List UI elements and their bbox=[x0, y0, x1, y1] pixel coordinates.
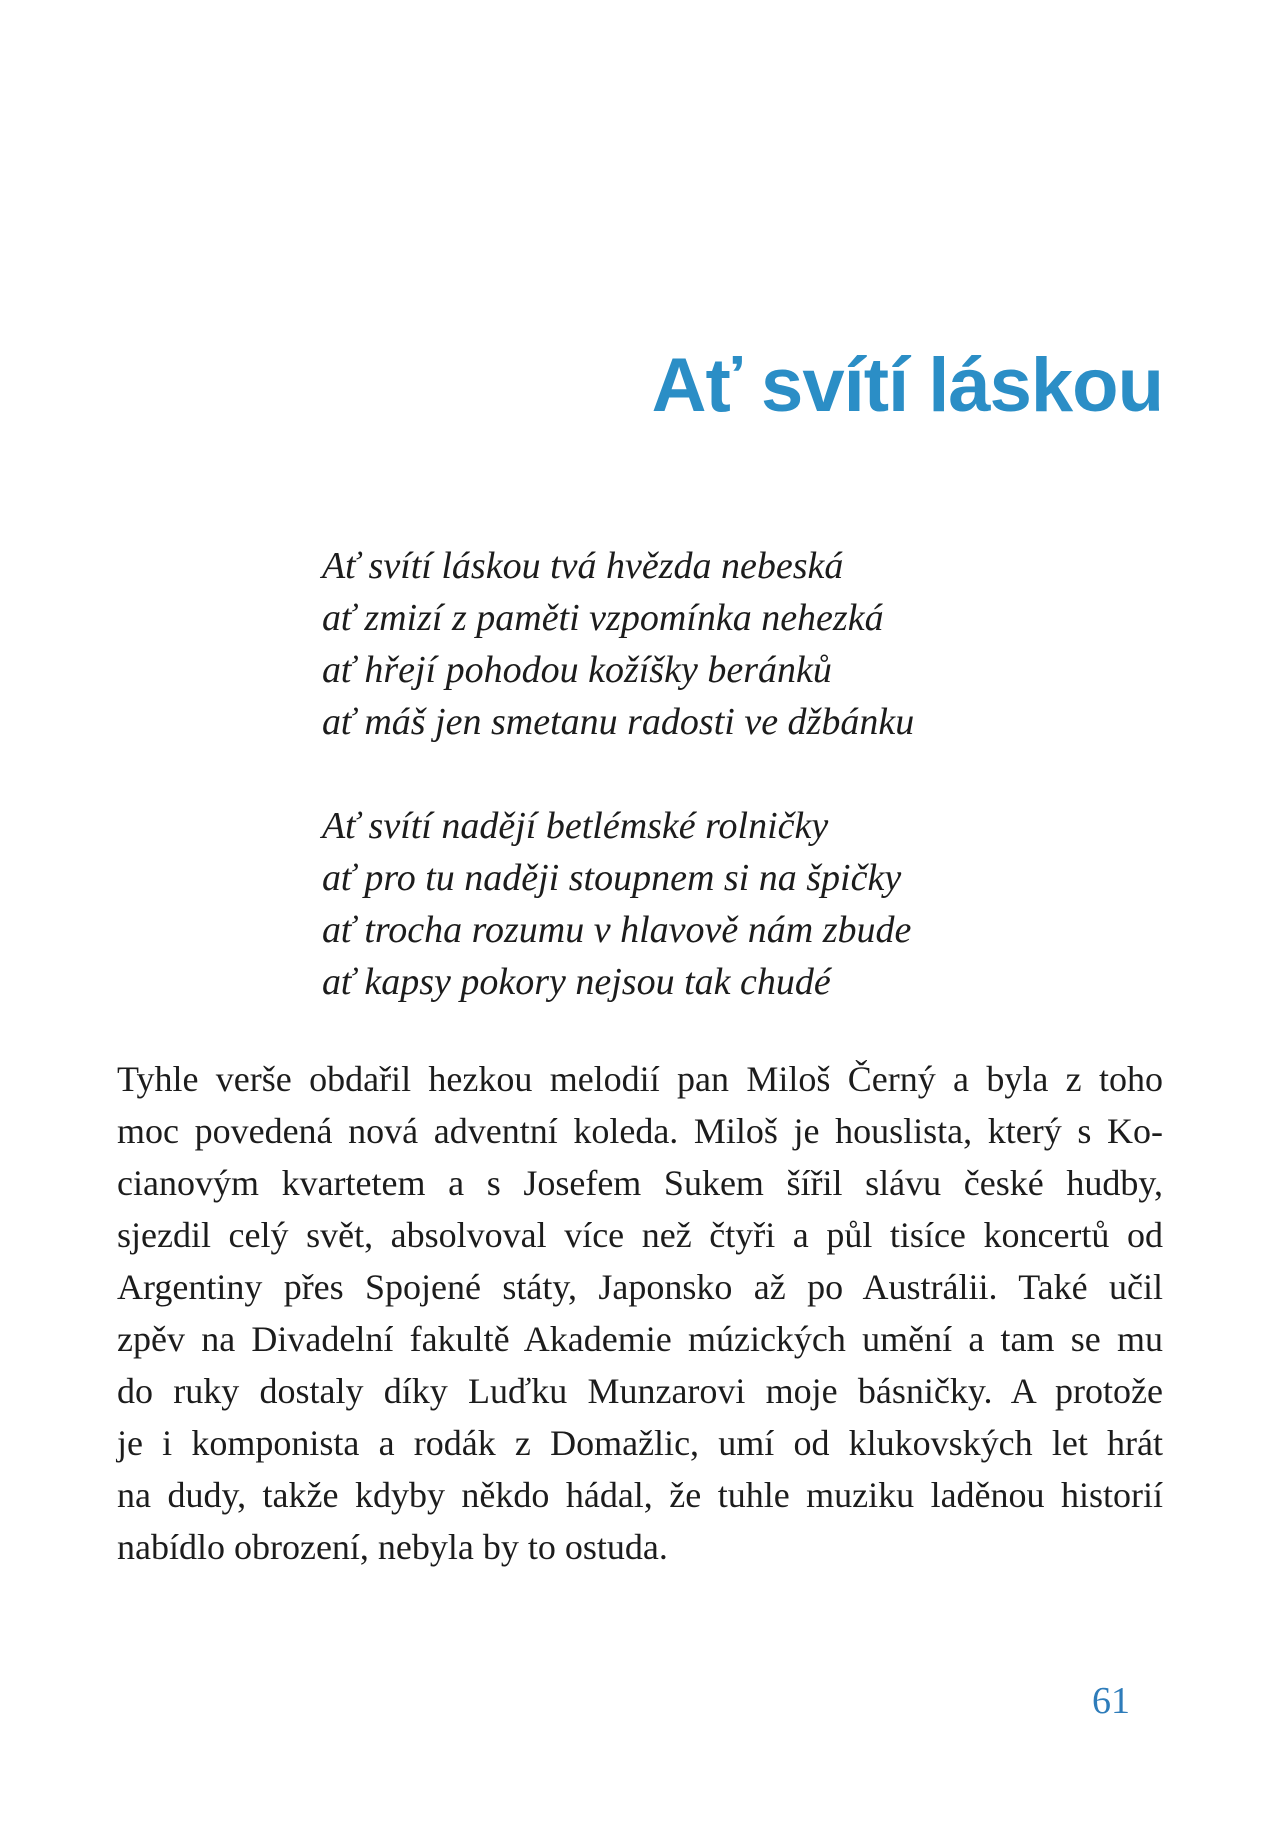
poem-line: Ať svítí nadějí betlémské rolničky bbox=[322, 805, 829, 847]
prose-paragraph bbox=[117, 1053, 1163, 1573]
prose-line: Argentiny přes Spojené státy, Japonsko až po Austrálii. Také učil bbox=[117, 1267, 1163, 1307]
poem-line: ať hřejí pohodou kožíšky beránků bbox=[322, 649, 832, 691]
poem-line: Ať svítí láskou tvá hvězda nebeská bbox=[322, 545, 844, 587]
prose-line: je i komponista a rodák z Domažlic, umí od klukovských let hrát bbox=[117, 1423, 1163, 1463]
prose-line: zpěv na Divadelní fakultě Akademie múzických umění a tam se mu bbox=[117, 1319, 1163, 1359]
chapter-title: Ať svítí láskou bbox=[651, 343, 1163, 428]
prose-line: Tyhle verše obdařil hezkou melodií pan Miloš Černý a byla z toho bbox=[117, 1059, 1163, 1099]
prose-line: nabídlo obrození, nebyla by to ostuda. bbox=[117, 1527, 668, 1567]
prose-line: sjezdil celý svět, absolvoval více než čtyři a půl tisíce koncertů od bbox=[117, 1215, 1163, 1255]
poem-line: ať trocha rozumu v hlavově nám zbude bbox=[322, 909, 912, 951]
poem-stanza-2 bbox=[322, 800, 914, 1008]
poem-line: ať pro tu naději stoupnem si na špičky bbox=[322, 857, 902, 899]
prose-line: cianovým kvartetem a s Josefem Sukem šířil slávu české hudby, bbox=[117, 1163, 1163, 1203]
poem-line: ať kapsy pokory nejsou tak chudé bbox=[322, 961, 831, 1003]
prose-line: do ruky dostaly díky Luďku Munzarovi moje básničky. A protože bbox=[117, 1371, 1163, 1411]
poem bbox=[322, 540, 914, 1008]
poem-line: ať máš jen smetanu radosti ve džbánku bbox=[322, 701, 915, 743]
prose-line: moc povedená nová adventní koleda. Miloš je houslista, který s Ko- bbox=[117, 1111, 1163, 1151]
poem-stanza-1 bbox=[322, 540, 914, 748]
prose-line: na dudy, takže kdyby někdo hádal, že tuhle muziku laděnou historií bbox=[117, 1475, 1163, 1515]
page-number: 61 bbox=[1092, 1680, 1130, 1722]
poem-line: ať zmizí z paměti vzpomínka nehezká bbox=[322, 597, 884, 639]
